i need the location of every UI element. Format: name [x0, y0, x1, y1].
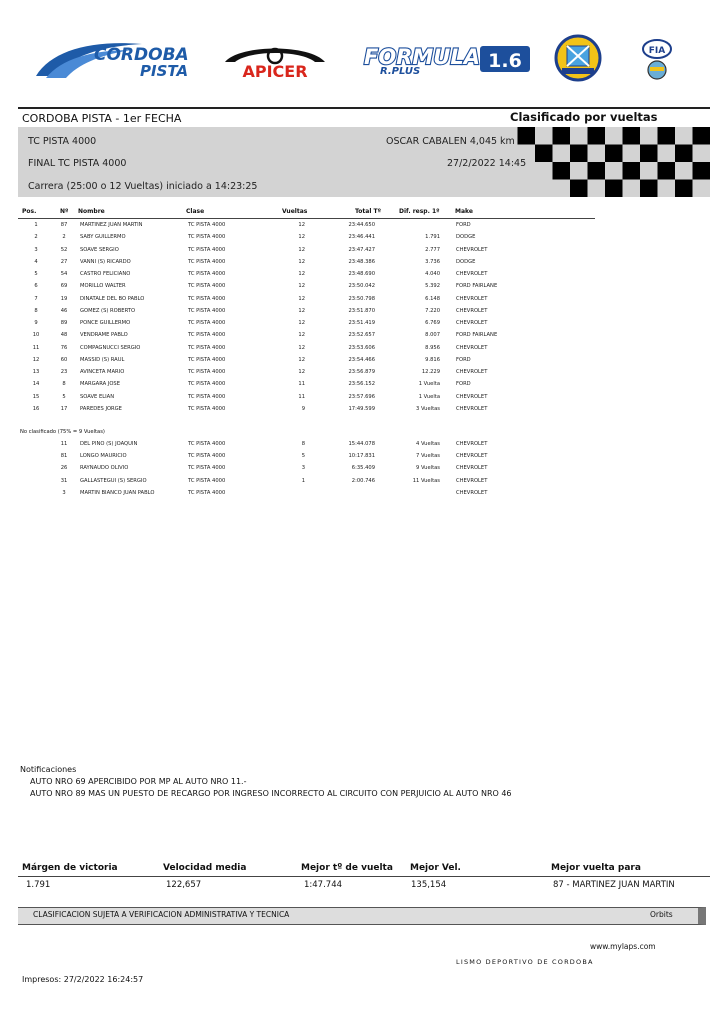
cell-total: 2:00.746 [351, 477, 375, 484]
cell-laps: 12 [298, 320, 305, 326]
stat-avg-speed-value: 122,657 [166, 880, 202, 890]
cell-make: CHEVROLET [456, 393, 488, 400]
cell-diff: 2.777 [425, 246, 440, 253]
cell-class: TC PISTA 4000 [188, 283, 226, 290]
table-row [0, 345, 724, 357]
stat-header-margin: Márgen de victoria [22, 863, 118, 873]
cell-diff: 1 Vuelta [418, 393, 440, 400]
cell-no: 46 [60, 307, 68, 314]
cell-laps: 12 [298, 295, 305, 302]
cell-name: GALLASTEGUI (S) SERGIO [80, 477, 147, 484]
table-row [0, 381, 724, 393]
not-classified-label: No clasificado (75% = 9 Vueltas) [20, 429, 105, 435]
cell-total: 23:44.650 [348, 222, 375, 228]
cell-make: CHEVROLET [456, 344, 488, 351]
cell-name: AVINCETA MARIO [80, 369, 125, 375]
cell-diff: 4 Vueltas [416, 441, 440, 447]
cell-class: TC PISTA 4000 [188, 381, 226, 388]
cell-total: 23:54.466 [348, 356, 375, 363]
notification-line: AUTO NRO 69 APERCIBIDO POR MP AL AUTO NRO 11.- [30, 777, 247, 786]
cell-total: 23:53.606 [348, 344, 375, 351]
table-row [0, 283, 724, 295]
flag-square [570, 145, 588, 163]
table-row [0, 453, 724, 465]
cell-name: COMPAGNUCCI SERGIO [80, 344, 141, 351]
cell-laps: 9 [301, 405, 305, 412]
cell-diff: 3 Vueltas [416, 405, 440, 412]
cell-laps: 1 [301, 477, 305, 484]
flag-square [623, 162, 641, 180]
notification-line: AUTO NRO 89 MAS UN PUESTO DE RECARGO POR INGRESO INCORRECTO AL CIRCUITO CON PERJUICIO AL AUTO NRO 46 [30, 789, 512, 798]
cell-total: 23:52.657 [348, 332, 375, 339]
stat-header-best-lap-by: Mejor vuelta para [551, 863, 641, 873]
flag-square [588, 162, 606, 180]
cell-laps: 12 [298, 283, 305, 290]
cell-no: 3 [62, 489, 66, 496]
cell-laps: 12 [298, 369, 305, 375]
cordoba-logo-text: CORDOBA [94, 45, 189, 65]
flag-square [535, 145, 553, 163]
cell-no: 5 [62, 393, 66, 400]
cell-pos: 6 [34, 283, 38, 290]
cell-name: SOAVE ELIAN [80, 393, 115, 400]
cell-class: TC PISTA 4000 [188, 271, 226, 277]
cell-name: SABY GUILLERMO [80, 234, 126, 241]
report-title: Clasificado por vueltas [510, 110, 658, 124]
col-diff: Dif. resp. 1º [399, 208, 440, 215]
club-seal-logo [552, 34, 604, 82]
cell-total: 23:46.441 [348, 234, 375, 241]
cell-make: DODGE [456, 258, 476, 265]
apicer-logo [205, 40, 345, 80]
table-row [0, 222, 724, 234]
cell-no: 54 [60, 271, 68, 277]
cell-total: 23:50.042 [348, 283, 375, 290]
cell-laps: 12 [298, 356, 305, 363]
cell-class: TC PISTA 4000 [188, 356, 226, 363]
cell-diff: 9.816 [425, 356, 440, 363]
cell-laps: 11 [298, 393, 305, 400]
flag-square [658, 127, 676, 145]
cell-pos: 16 [32, 405, 40, 412]
cell-pos: 1 [34, 222, 38, 228]
cell-class: TC PISTA 4000 [188, 393, 226, 400]
flag-square [570, 180, 588, 198]
stat-header-avg-speed: Velocidad media [163, 863, 247, 873]
table-row [0, 394, 724, 406]
cell-diff: 11 Vueltas [412, 477, 440, 484]
flag-square [675, 180, 693, 198]
cell-diff: 1.791 [425, 234, 440, 241]
cell-make: CHEVROLET [456, 246, 488, 253]
cell-class: TC PISTA 4000 [188, 489, 226, 496]
cell-make: CHEVROLET [456, 405, 488, 412]
cell-class: TC PISTA 4000 [188, 307, 226, 314]
stats-rule [18, 876, 710, 877]
cell-name: LONGO MAURICIO [80, 453, 127, 460]
cell-class: TC PISTA 4000 [188, 405, 226, 412]
cell-total: 23:56.152 [348, 381, 375, 388]
table-row [0, 296, 724, 308]
cell-make: CHEVROLET [456, 271, 488, 277]
cell-no: 31 [60, 477, 68, 484]
printed-timestamp: Impresos: 27/2/2022 16:24:57 [22, 975, 144, 984]
cell-class: TC PISTA 4000 [188, 369, 226, 375]
cell-no: 17 [60, 405, 68, 412]
cell-make: CHEVROLET [456, 477, 488, 484]
cell-total: 23:57.696 [348, 393, 375, 400]
cell-diff: 3.736 [425, 258, 440, 265]
cell-name: MORILLO WALTER [80, 283, 126, 290]
table-row [0, 320, 724, 332]
formula-sub-text: R.PLUS [380, 66, 421, 76]
race-info: Carrera (25:00 o 12 Vueltas) iniciado a 14:23:25 [28, 181, 258, 192]
cell-diff: 12.229 [421, 369, 440, 375]
formula-logo [362, 42, 532, 76]
cell-no: 2 [62, 234, 66, 241]
pista-logo-text: PISTA [140, 62, 189, 80]
cell-class: TC PISTA 4000 [188, 344, 226, 351]
cell-diff: 9 Vueltas [416, 465, 440, 472]
cell-name: PONCE GUILLERMO [80, 320, 131, 326]
cell-make: CHEVROLET [456, 307, 488, 314]
stat-header-best-lap: Mejor tº de vuelta [301, 863, 393, 873]
session-label: FINAL TC PISTA 4000 [28, 158, 127, 169]
flag-square [623, 127, 641, 145]
event-title: CORDOBA PISTA - 1er FECHA [22, 112, 182, 125]
cell-no: 52 [60, 246, 68, 253]
cell-name: VANNI (S) RICARDO [80, 258, 131, 265]
cell-class: TC PISTA 4000 [188, 295, 226, 302]
cell-no: 60 [60, 356, 68, 363]
flag-square [553, 127, 571, 145]
cell-pos: 13 [32, 369, 40, 375]
table-row [0, 332, 724, 344]
header-rule [18, 107, 710, 109]
cell-class: TC PISTA 4000 [188, 332, 226, 339]
table-row [0, 490, 724, 502]
flag-square [605, 145, 623, 163]
col-class: Clase [186, 208, 205, 215]
table-row [0, 369, 724, 381]
cell-laps: 12 [298, 234, 305, 241]
col-number: Nº [60, 208, 69, 215]
col-make: Make [455, 208, 473, 215]
cell-total: 10:17.831 [348, 453, 375, 460]
cell-diff: 7 Vueltas [416, 453, 440, 460]
cell-no: 48 [60, 332, 68, 339]
cell-diff: 4.040 [425, 271, 440, 277]
track-label: OSCAR CABALEN 4,045 km [386, 136, 515, 147]
fia-logo [640, 38, 674, 82]
cell-total: 23:56.879 [348, 369, 375, 375]
cell-diff: 8.956 [425, 344, 440, 351]
cell-name: DINATALE DEL BO PABLO [80, 295, 145, 302]
cell-make: CHEVROLET [456, 320, 488, 326]
cell-class: TC PISTA 4000 [188, 222, 226, 228]
cell-diff: 1 Vuelta [418, 381, 440, 388]
cell-name: PAREDES JORGE [80, 405, 122, 412]
cell-no: 89 [60, 320, 68, 326]
cell-total: 15:44.078 [348, 441, 375, 447]
cell-make: CHEVROLET [456, 465, 488, 472]
cell-class: TC PISTA 4000 [188, 453, 226, 460]
cell-laps: 12 [298, 271, 305, 277]
cell-laps: 12 [298, 344, 305, 351]
cell-name: MARTINEZ JUAN MARTIN [80, 222, 143, 228]
cell-total: 23:48.690 [348, 271, 375, 277]
cell-make: CHEVROLET [456, 441, 488, 447]
flag-square [640, 145, 658, 163]
checkered-flag [515, 127, 710, 197]
cordoba-pista-logo [32, 38, 192, 82]
flag-square [518, 127, 536, 145]
cell-pos: 2 [34, 234, 38, 241]
cell-name: CASTRO FELICIANO [80, 271, 131, 277]
table-row [0, 478, 724, 490]
formula-logo-text: FORMULA [364, 45, 480, 69]
flag-square [553, 162, 571, 180]
cell-pos: 8 [34, 307, 38, 314]
flag-square [658, 162, 676, 180]
cell-total: 23:47.427 [348, 246, 375, 253]
flag-square [588, 127, 606, 145]
cell-make: DODGE [456, 234, 476, 241]
cell-make: FORD FAIRLANE [456, 332, 498, 339]
table-row [0, 406, 724, 418]
cell-name: MARTIN BIANCO JUAN PABLO [80, 489, 155, 496]
table-row [0, 247, 724, 259]
cell-total: 17:49.599 [348, 405, 375, 412]
cell-name: MASSID (S) RAUL [80, 356, 125, 363]
cell-class: TC PISTA 4000 [188, 465, 226, 472]
cell-make: FORD [456, 381, 471, 388]
notifications-title: Notificaciones [20, 765, 77, 774]
cell-total: 6:35.409 [351, 465, 375, 472]
cell-no: 81 [60, 453, 68, 460]
cell-pos: 11 [32, 344, 40, 351]
cell-laps: 3 [301, 465, 305, 472]
cell-pos: 5 [34, 271, 38, 277]
cell-no: 76 [60, 344, 68, 351]
stat-margin-value: 1.791 [26, 880, 51, 890]
cell-name: RAYNAUDO OLIVIO [80, 465, 129, 472]
cell-diff: 6.769 [425, 320, 440, 326]
cell-class: TC PISTA 4000 [188, 234, 226, 241]
cell-pos: 3 [34, 246, 38, 253]
website-link[interactable]: www.mylaps.com [590, 942, 656, 951]
col-laps: Vueltas [282, 208, 308, 215]
col-pos: Pos. [22, 208, 37, 215]
cell-pos: 4 [34, 258, 38, 265]
cell-name: DEL PINO (S) JOAQUIN [80, 441, 138, 447]
organizer-name: LISMO DEPORTIVO DE CORDOBA [456, 958, 594, 966]
cell-class: TC PISTA 4000 [188, 246, 226, 253]
cell-laps: 12 [298, 222, 305, 228]
cell-no: 23 [60, 369, 68, 375]
cell-name: MARGARA JOSE [80, 381, 120, 388]
flag-square [693, 162, 711, 180]
cell-class: TC PISTA 4000 [188, 320, 226, 326]
table-header-rule [18, 218, 595, 219]
cell-pos: 7 [34, 295, 38, 302]
table-row [0, 234, 724, 246]
cell-laps: 12 [298, 258, 305, 265]
cell-make: CHEVROLET [456, 489, 488, 496]
cell-laps: 8 [301, 441, 305, 447]
cell-name: SOAVE SERGIO [80, 246, 119, 253]
verification-note: CLASIFICACION SUJETA A VERIFICACION ADMINISTRATIVA Y TECNICA [33, 910, 290, 919]
cell-diff: 6.148 [425, 295, 440, 302]
table-row [0, 465, 724, 477]
cell-no: 27 [60, 258, 68, 265]
stat-best-lap-value: 1:47.744 [304, 880, 343, 890]
cell-name: GOMEZ (S) ROBERTO [80, 307, 136, 314]
apicer-logo-text: APICER [242, 62, 308, 80]
cell-class: TC PISTA 4000 [188, 441, 226, 447]
cell-pos: 12 [32, 356, 40, 363]
cell-name: VENDRAME PABLO [80, 332, 128, 339]
table-row [0, 357, 724, 369]
formula-number-text: 1.6 [488, 50, 522, 72]
flag-square [605, 180, 623, 198]
cell-laps: 12 [298, 332, 305, 339]
flag-square [693, 127, 711, 145]
orbits-brand: Orbits [650, 910, 673, 919]
cell-pos: 10 [32, 332, 40, 339]
cell-diff: 8.007 [425, 332, 440, 339]
cell-no: 8 [62, 381, 66, 388]
flag-square [640, 180, 658, 198]
table-row [0, 308, 724, 320]
table-row [0, 259, 724, 271]
cell-make: FORD [456, 222, 471, 228]
cell-diff: 5.392 [425, 283, 440, 290]
cell-make: FORD FAIRLANE [456, 283, 498, 290]
cell-diff: 7.220 [425, 307, 440, 314]
cell-no: 26 [60, 465, 68, 472]
table-row [0, 271, 724, 283]
cell-no: 87 [60, 222, 68, 228]
cell-laps: 12 [298, 307, 305, 314]
cell-laps: 11 [298, 381, 305, 388]
cell-class: TC PISTA 4000 [188, 258, 226, 265]
cell-no: 11 [60, 441, 68, 447]
cell-total: 23:51.870 [348, 307, 375, 314]
cell-pos: 15 [32, 393, 40, 400]
cell-make: CHEVROLET [456, 369, 488, 375]
col-total: Total Tº [355, 208, 381, 215]
cell-make: CHEVROLET [456, 295, 488, 302]
cell-pos: 9 [34, 320, 38, 326]
stat-header-best-speed: Mejor Vel. [410, 863, 461, 873]
cell-class: TC PISTA 4000 [188, 477, 226, 484]
cell-total: 23:51.419 [348, 320, 375, 326]
cell-make: CHEVROLET [456, 453, 488, 460]
fia-logo-text: FIA [648, 46, 666, 56]
session-datetime: 27/2/2022 14:45 [447, 158, 527, 169]
flag-square [675, 145, 693, 163]
cell-laps: 5 [301, 453, 305, 460]
table-row [0, 441, 724, 453]
cell-make: FORD [456, 356, 471, 363]
cell-no: 19 [60, 295, 68, 302]
cell-laps: 12 [298, 246, 305, 253]
cell-total: 23:50.798 [348, 295, 375, 302]
col-name: Nombre [78, 208, 105, 215]
cell-total: 23:48.386 [348, 258, 375, 265]
stat-best-speed-value: 135,154 [411, 880, 447, 890]
cell-pos: 14 [32, 381, 40, 388]
stat-best-lap-by-value: 87 - MARTINEZ JUAN MARTIN [553, 880, 675, 890]
cell-no: 69 [60, 283, 68, 290]
category-label: TC PISTA 4000 [28, 136, 97, 147]
